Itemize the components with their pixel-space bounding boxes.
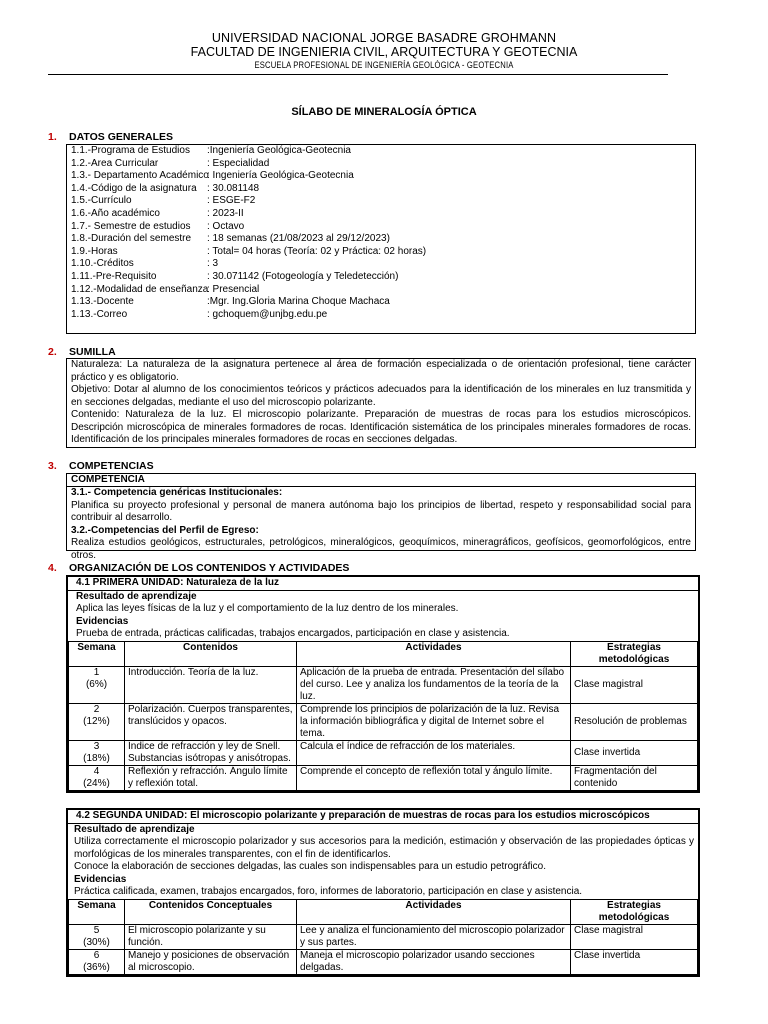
datos-generales-key: 1.12.-Modalidad de enseñanza <box>71 283 209 295</box>
datos-generales-value: : 2023-II <box>207 207 244 219</box>
competencia-header: COMPETENCIA <box>67 474 695 487</box>
activities-cell: Aplicación de la prueba de entrada. Presentación del sílabo del curso. Lee y analiza los fundamentos de la teoría de la luz. <box>297 666 571 703</box>
content-cell: Introducción. Teoría de la luz. <box>125 666 297 703</box>
faculty-name: FACULTAD DE INGENIERIA CIVIL, ARQUITECTURA Y GEOTECNIA <box>190 45 578 59</box>
week-number: 1 <box>93 666 100 678</box>
datos-generales-row <box>71 309 691 322</box>
unit-2-box <box>66 808 700 977</box>
sumilla-naturaleza: Naturaleza: La naturaleza de la asignatura pertenece al área de formación especializada o de orientación profesional, tiene carácter práctico y es obligatorio. <box>71 359 691 383</box>
section-label: SUMILLA <box>69 346 116 358</box>
datos-generales-row <box>71 183 691 196</box>
unit-1-title: 4.1 PRIMERA UNIDAD: Naturaleza de la luz <box>68 577 698 591</box>
datos-generales-key: 1.4.-Código de la asignatura <box>71 182 197 194</box>
competencia-1-text: Planifica su proyecto profesional y personal de manera autónoma bajo los principios de libertad, respeto y responsabilidad social para contribuir al desarrollo. <box>71 499 691 523</box>
competencias-box <box>66 473 696 561</box>
unit-1-ra-text: Aplica las leyes físicas de la luz y el comportamiento de la luz dentro de los minerales. <box>76 603 459 614</box>
unit-1-table-body <box>69 666 698 790</box>
col-actividades: Actividades <box>297 641 571 666</box>
datos-generales-key: 1.10.-Créditos <box>71 258 134 270</box>
datos-generales-value: : 18 semanas (21/08/2023 al 29/12/2023) <box>207 233 390 245</box>
section-number: 2. <box>48 346 57 358</box>
datos-generales-row <box>71 195 691 208</box>
document-title: SÍLABO DE MINERALOGÍA ÓPTICA <box>291 106 477 118</box>
activities-cell: Calcula el índice de refracción de los materiales. <box>297 740 571 765</box>
datos-generales-key: 1.3.- Departamento Académico <box>71 170 209 182</box>
datos-generales-row <box>71 284 691 297</box>
table-row <box>69 765 698 790</box>
week-number: 6 <box>93 949 100 961</box>
strategy-cell: Resolución de problemas <box>571 703 698 740</box>
week-cell <box>69 949 125 974</box>
school-name: ESCUELA PROFESIONAL DE INGENIERÍA GEOLÓGICA - GEOTECNIA <box>254 60 514 70</box>
datos-generales-value: : 30.071142 (Fotogeología y Teledetección) <box>207 270 399 282</box>
week-number: 4 <box>93 765 100 777</box>
strategy-cell: Clase invertida <box>571 740 698 765</box>
unit-2-ra-label: Resultado de aprendizaje <box>74 823 195 835</box>
week-percent: (30%) <box>83 936 110 948</box>
datos-generales-key: 1.11.-Pre-Requisito <box>71 270 157 282</box>
week-cell <box>69 740 125 765</box>
week-percent: (12%) <box>83 715 110 727</box>
col-contenidos: Contenidos Conceptuales <box>125 899 297 924</box>
sumilla-objetivo: Objetivo: Dotar al alumno de los conocimientos teóricos y prácticos adecuados para la identificación de los minerales en luz transmitida y en secciones delgadas, mediante el uso del microscopio polarizante. <box>71 384 691 408</box>
unit-2-title: 4.2 SEGUNDA UNIDAD: El microscopio polarizante y preparación de muestras de rocas para los estudios microscópicos <box>68 810 698 824</box>
sumilla-box <box>66 358 696 448</box>
activities-cell: Maneja el microscopio polarizador usando secciones delgadas. <box>297 949 571 974</box>
strategy-cell: Clase magistral <box>571 666 698 703</box>
competencia-2-text: Realiza estudios geológicos, estructurales, petrológicos, mineralógicos, geoquímicos, mineragráficos, geofísicos, geomorfológicos, entre otros. <box>71 537 691 561</box>
datos-generales-box <box>66 144 696 334</box>
content-cell: Índice de refracción y ley de Snell. Substancias isótropas y anisótropas. <box>125 740 297 765</box>
section-number: 1. <box>48 131 57 143</box>
unit-2-ev-label: Evidencias <box>74 873 127 885</box>
table-row <box>69 703 698 740</box>
datos-generales-key: 1.13.-Docente <box>71 296 134 308</box>
week-cell <box>69 765 125 790</box>
week-percent: (6%) <box>85 678 108 690</box>
university-name: UNIVERSIDAD NACIONAL JORGE BASADRE GROHMANN <box>211 31 557 45</box>
datos-generales-row <box>71 271 691 284</box>
datos-generales-row <box>71 258 691 271</box>
content-cell: Reflexión y refracción. Ángulo límite y reflexión total. <box>125 765 297 790</box>
unit-2-table-body <box>69 924 698 974</box>
datos-generales-row <box>71 158 691 171</box>
unit-1-box <box>66 575 700 793</box>
unit-2-ev-text: Práctica calificada, examen, trabajos encargados, foro, informes de laboratorio, participación en clase y asistencia. <box>74 886 583 897</box>
col-semana: Semana <box>69 899 125 924</box>
strategy-cell: Clase invertida <box>571 949 698 974</box>
datos-generales-key: 1.5.-Currículo <box>71 195 132 207</box>
datos-generales-row <box>71 170 691 183</box>
datos-generales-key: 1.13.-Correo <box>71 308 128 320</box>
section-label: COMPETENCIAS <box>69 460 154 472</box>
week-number: 2 <box>93 703 100 715</box>
datos-generales-key: 1.1.-Programa de Estudios <box>71 145 190 156</box>
header-divider <box>48 74 668 75</box>
strategy-cell: Clase magistral <box>571 924 698 949</box>
col-estrategias: Estrategias metodológicas <box>571 641 698 666</box>
unit-2-ra-text-1: Utiliza correctamente el microscopio polarizador y sus accesorios para la medición, estimación y observación de las propiedades ópticas y morfológicas de los minerales transparentes, con el fin de identificarlos. <box>74 836 694 860</box>
col-contenidos: Contenidos <box>125 641 297 666</box>
datos-generales-row <box>71 246 691 259</box>
col-estrategias: Estrategias metodológicas <box>571 899 698 924</box>
unit-2-ra-text-2: Conoce la elaboración de secciones delgadas, las cuales son indispensables para un estudio petrográfico. <box>74 861 546 872</box>
unit-1-ra-label: Resultado de aprendizaje <box>76 590 197 602</box>
unit-1-table <box>68 641 698 791</box>
datos-generales-value: : Ingeniería Geológica-Geotecnia <box>207 170 354 182</box>
content-cell: Manejo y posiciones de observación al microscopio. <box>125 949 297 974</box>
datos-generales-key: 1.2.-Area Curricular <box>71 157 159 169</box>
competencia-1-title: 3.1.- Competencia genéricas Institucionales: <box>71 487 283 498</box>
datos-generales-value: :Mgr. Ing.Gloria Marina Choque Machaca <box>207 296 390 308</box>
section-label: DATOS GENERALES <box>69 131 174 143</box>
unit-1-ev-text: Prueba de entrada, prácticas calificadas, trabajos encargados, participación en clase y asistencia. <box>76 628 510 639</box>
datos-generales-key: 1.8.-Duración del semestre <box>71 233 192 245</box>
datos-generales-value: : Total= 04 horas (Teoría: 02 y Práctica: 02 horas) <box>207 245 427 257</box>
datos-generales-key: 1.7.- Semestre de estudios <box>71 220 191 232</box>
week-percent: (36%) <box>83 961 110 973</box>
competencia-2-title: 3.2.-Competencias del Perfil de Egreso: <box>71 524 259 536</box>
week-number: 5 <box>93 924 100 936</box>
activities-cell: Comprende el concepto de reflexión total y ángulo límite. <box>297 765 571 790</box>
sumilla-contenido: Contenido: Naturaleza de la luz. El microscopio polarizante. Preparación de muestras de rocas para los estudios microscópicos. Descripción microscópica de minerales formadores de rocas. Identificación sistemática de los principales minerales formadores de rocas. Identificación de los principales minerales formadores de rocas en secciones delgadas. <box>71 409 691 445</box>
datos-generales-value: : 3 <box>207 258 219 270</box>
datos-generales-key: 1.6.-Año académico <box>71 207 160 219</box>
section-number: 3. <box>48 460 57 472</box>
datos-generales-row <box>71 145 691 158</box>
week-percent: (24%) <box>83 777 110 789</box>
table-row <box>69 949 698 974</box>
table-row <box>69 740 698 765</box>
datos-generales-value: : Especialidad <box>207 157 270 169</box>
activities-cell: Lee y analiza el funcionamiento del microscopio polarizador y sus partes. <box>297 924 571 949</box>
strategy-cell: Fragmentación del contenido <box>571 765 698 790</box>
content-cell: Polarización. Cuerpos transparentes, translúcidos y opacos. <box>125 703 297 740</box>
datos-generales-value: :Ingeniería Geológica-Geotecnia <box>207 145 351 156</box>
week-cell <box>69 924 125 949</box>
table-row <box>69 666 698 703</box>
col-actividades: Actividades <box>297 899 571 924</box>
datos-generales-row <box>71 221 691 234</box>
datos-generales-value: : 30.081148 <box>207 182 260 194</box>
section-number: 4. <box>48 562 57 574</box>
datos-generales-row <box>71 208 691 221</box>
col-semana: Semana <box>69 641 125 666</box>
datos-generales-list <box>71 145 691 321</box>
week-percent: (18%) <box>83 752 110 764</box>
content-cell: El microscopio polarizante y su función. <box>125 924 297 949</box>
week-number: 3 <box>93 740 100 752</box>
unit-2-table <box>68 899 698 975</box>
week-cell <box>69 666 125 703</box>
datos-generales-value: : Presencial <box>207 283 260 295</box>
activities-cell: Comprende los principios de polarización de la luz. Revisa la información bibliográfica y digital de Internet sobre el tema. <box>297 703 571 740</box>
datos-generales-value: : ESGE-F2 <box>207 195 256 207</box>
week-cell <box>69 703 125 740</box>
datos-generales-row <box>71 296 691 309</box>
datos-generales-row <box>71 233 691 246</box>
datos-generales-value: : Octavo <box>207 220 245 232</box>
section-label: ORGANIZACIÓN DE LOS CONTENIDOS Y ACTIVIDADES <box>69 562 350 574</box>
datos-generales-value: : gchoquem@unjbg.edu.pe <box>207 308 328 320</box>
datos-generales-key: 1.9.-Horas <box>71 245 118 257</box>
unit-1-ev-label: Evidencias <box>76 615 129 627</box>
table-row <box>69 924 698 949</box>
